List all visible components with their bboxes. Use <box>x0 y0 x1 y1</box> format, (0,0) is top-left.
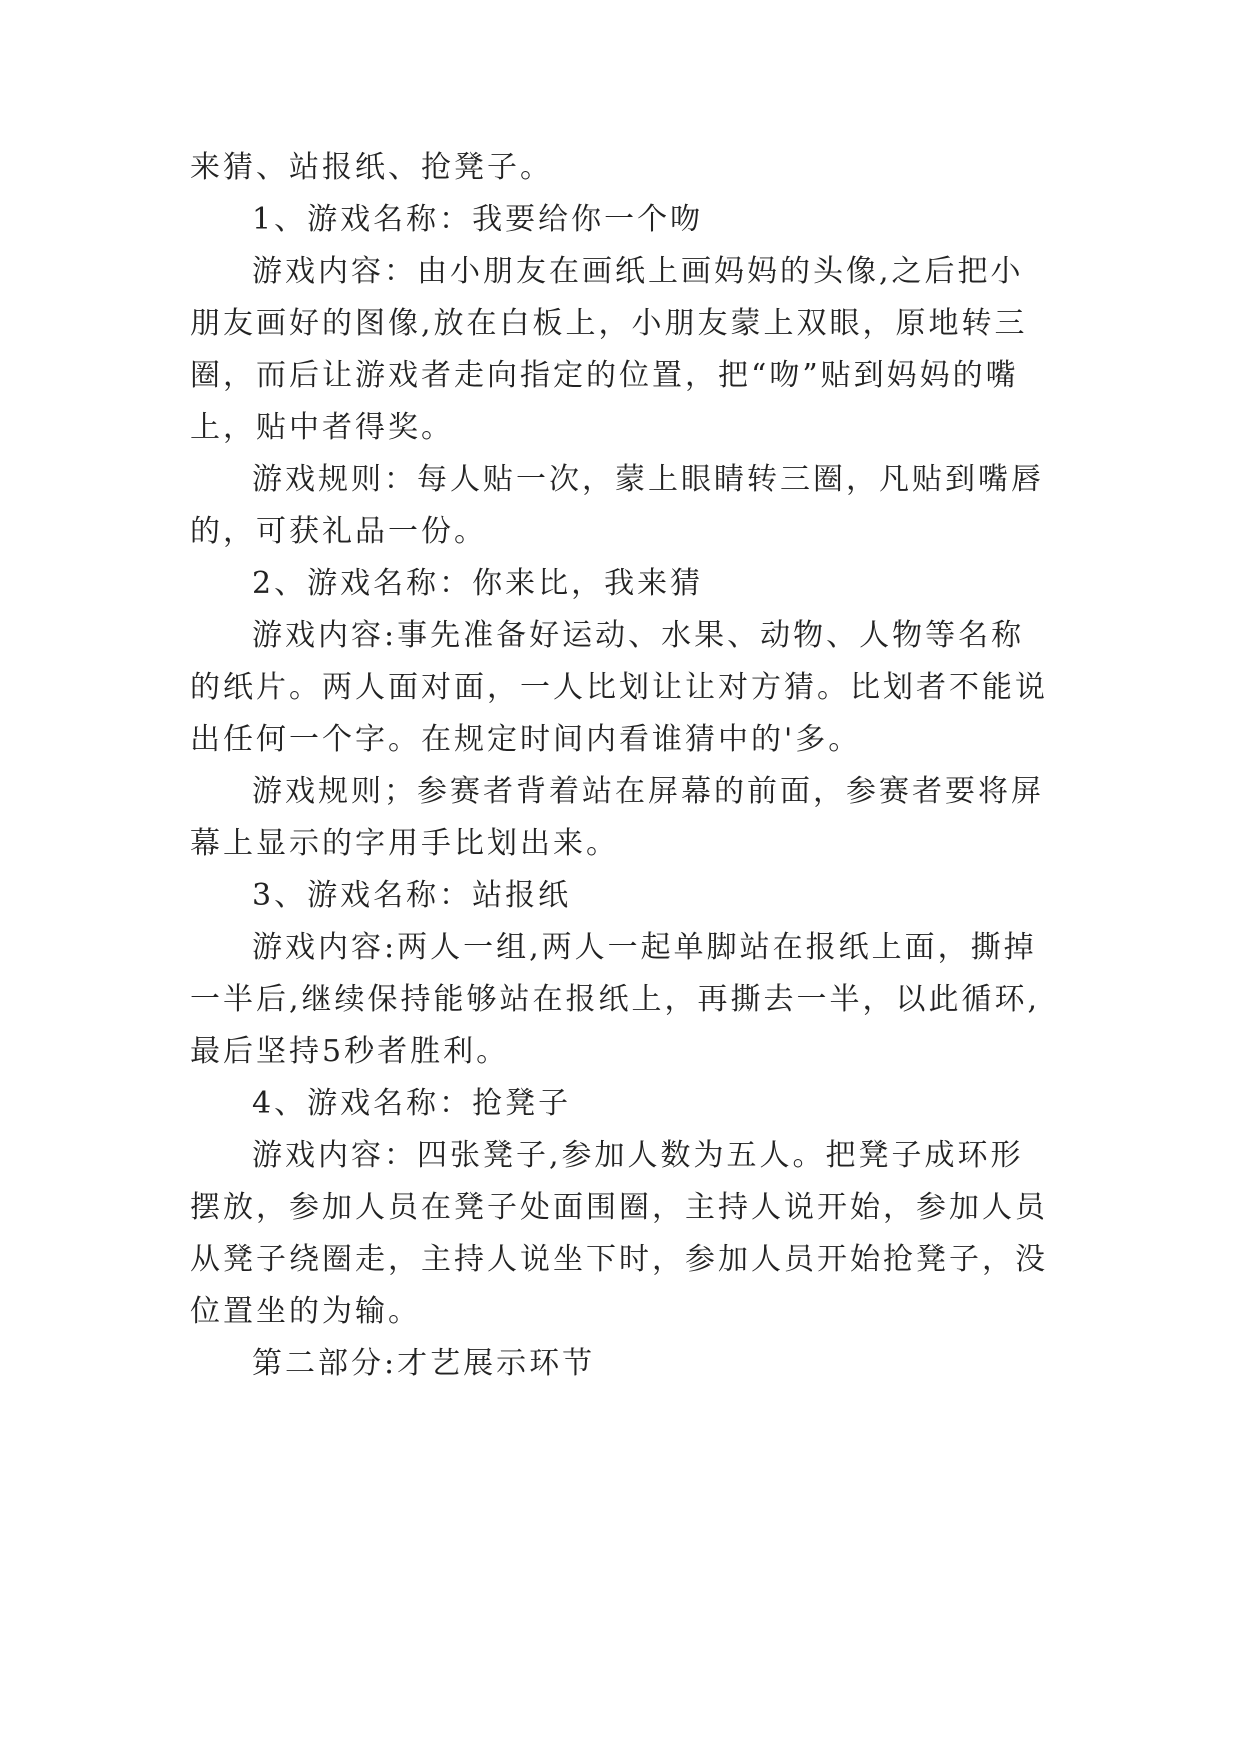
text-line: 位置坐的为输。 <box>190 1294 421 1329</box>
text-line: 最后坚持5秒者胜利。 <box>190 1034 510 1069</box>
text-line: 游戏内容:事先准备好运动、水果、动物、人物等名称 <box>252 618 1025 653</box>
section-heading: 第二部分:才艺展示环节 <box>252 1346 596 1381</box>
text-line: 的，可获礼品一份。 <box>190 514 487 549</box>
game-4-title: 4、游戏名称：抢凳子 <box>252 1086 572 1121</box>
text-line: 圈，而后让游戏者走向指定的位置，把“吻”贴到妈妈的嘴 <box>190 358 1019 393</box>
game-1-title: 1、游戏名称：我要给你一个吻 <box>252 202 704 237</box>
text-line: 出任何一个字。在规定时间内看谁猜中的'多。 <box>190 722 862 757</box>
text-line: 游戏规则；参赛者背着站在屏幕的前面，参赛者要将屏 <box>252 774 1044 809</box>
text-line: 游戏内容:两人一组,两人一起单脚站在报纸上面，撕掉 <box>252 930 1037 965</box>
text-line: 游戏内容：由小朋友在画纸上画妈妈的头像,之后把小 <box>252 254 1024 289</box>
text-line: 从凳子绕圈走，主持人说坐下时，参加人员开始抢凳子，没 <box>190 1242 1048 1277</box>
game-3-title: 3、游戏名称：站报纸 <box>252 878 572 913</box>
text-line: 摆放，参加人员在凳子处面围圈，主持人说开始，参加人员 <box>190 1190 1048 1225</box>
text-line: 游戏规则：每人贴一次，蒙上眼睛转三圈，凡贴到嘴唇 <box>252 462 1044 497</box>
game-2-title: 2、游戏名称：你来比，我来猜 <box>252 566 704 601</box>
text-line: 朋友画好的图像,放在白板上，小朋友蒙上双眼，原地转三 <box>190 306 1028 341</box>
text-line: 幕上显示的字用手比划出来。 <box>190 826 619 861</box>
text-line: 的纸片。两人面对面，一人比划让让对方猜。比划者不能说 <box>190 670 1048 705</box>
text-line: 游戏内容：四张凳子,参加人数为五人。把凳子成环形 <box>252 1138 1024 1173</box>
text-line: 一半后,继续保持能够站在报纸上，再撕去一半，以此循环, <box>190 982 1041 1017</box>
text-line: 来猜、站报纸、抢凳子。 <box>190 150 553 185</box>
text-line: 上，贴中者得奖。 <box>190 410 454 445</box>
